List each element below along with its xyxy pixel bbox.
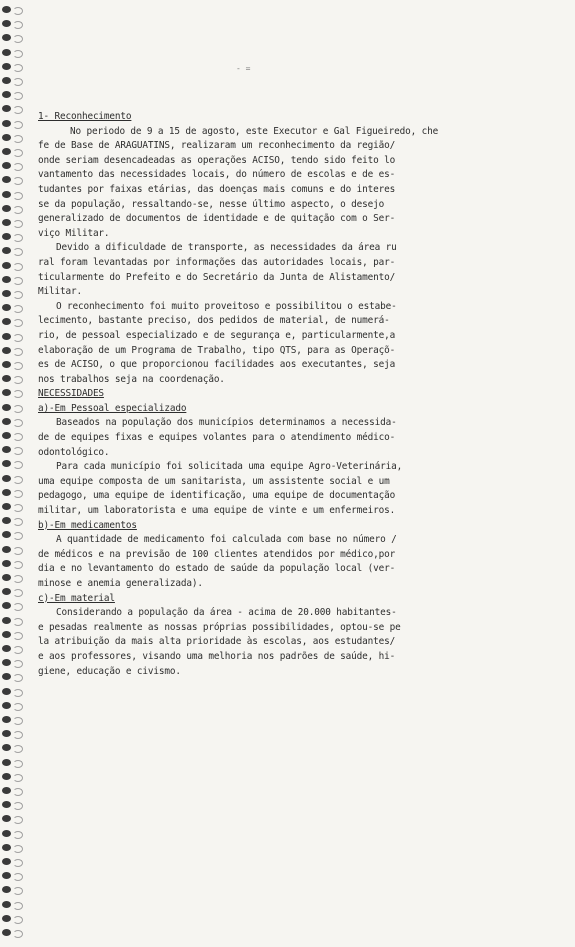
text-line: elaboração de um Programa de Trabalho, tipo QTS, para as Operaçõ- [38, 344, 396, 356]
binder-ring [13, 106, 23, 114]
binder-ring [13, 291, 23, 299]
binder-ring [13, 731, 23, 739]
text-line: ticularmente do Prefeito e do Secretário da Junta de Alistamento/ [38, 271, 396, 283]
text-line: militar, um laboratorista e uma equipe de vinte e um enfermeiros. [38, 505, 396, 517]
text-line: Baseados na população dos municípios determinamos a necessida- [56, 417, 397, 429]
binder-hole [2, 787, 11, 794]
binder-ring [13, 646, 23, 654]
binder-hole [2, 20, 11, 27]
binder-ring [13, 277, 23, 285]
binder-ring [13, 92, 23, 100]
binder-ring [13, 689, 23, 697]
binder-hole [2, 446, 11, 453]
binder-ring [13, 348, 23, 356]
binder-ring [13, 902, 23, 910]
binder-hole [2, 773, 11, 780]
binder-hole [2, 389, 11, 396]
text-line: ral foram levantadas por informações das autoridades locais, par- [38, 256, 396, 268]
text-line: la atribuição da mais alta prioridade às escolas, aos estudantes/ [38, 636, 396, 648]
binder-hole [2, 120, 11, 127]
binder-hole [2, 333, 11, 340]
binder-hole [2, 49, 11, 56]
binder-hole [2, 318, 11, 325]
binder-ring [13, 50, 23, 58]
binder-ring [13, 618, 23, 626]
binder-hole [2, 546, 11, 553]
binder-hole [2, 219, 11, 226]
text-line: generalizado de documentos de identidade e de quitação com o Ser- [38, 213, 396, 225]
binder-ring [13, 845, 23, 853]
binder-hole [2, 247, 11, 254]
text-line: NECESSIDADES [38, 388, 104, 400]
binder-ring [13, 206, 23, 214]
binder-holes [0, 0, 28, 947]
binder-ring [13, 575, 23, 583]
binder-hole [2, 375, 11, 382]
text-line: odontológico. [38, 446, 110, 458]
binder-ring [13, 760, 23, 768]
binder-hole [2, 830, 11, 837]
binder-hole [2, 176, 11, 183]
binder-ring [13, 504, 23, 512]
binder-ring [13, 21, 23, 29]
binder-hole [2, 844, 11, 851]
text-line: Devido a dificuldade de transporte, as necessidades da área ru [56, 242, 397, 254]
binder-hole [2, 730, 11, 737]
binder-ring [13, 334, 23, 342]
binder-hole [2, 886, 11, 893]
binder-ring [13, 376, 23, 384]
binder-hole [2, 560, 11, 567]
binder-ring [13, 305, 23, 313]
binder-ring [13, 547, 23, 555]
binder-hole [2, 77, 11, 84]
binder-hole [2, 105, 11, 112]
text-line: e pesadas realmente as nossas próprias possibilidades, optou-se pe [38, 621, 401, 633]
binder-hole [2, 475, 11, 482]
binder-hole [2, 574, 11, 581]
text-line: rio, de pessoal especializado e de segurança e, particularmente,a [38, 329, 396, 341]
binder-hole [2, 304, 11, 311]
text-line: viço Militar. [38, 227, 110, 239]
binder-hole [2, 262, 11, 269]
binder-hole [2, 688, 11, 695]
binder-hole [2, 503, 11, 510]
binder-hole [2, 489, 11, 496]
binder-hole [2, 716, 11, 723]
text-line: fe de Base de ARAGUATINS, realizaram um reconhecimento da região/ [38, 140, 396, 152]
binder-ring [13, 916, 23, 924]
text-line: minose e anemia generalizada). [38, 578, 203, 589]
binder-hole [2, 34, 11, 41]
binder-hole [2, 517, 11, 524]
binder-hole [2, 702, 11, 709]
text-line: vantamento das necessidades locais, do número de escolas e de es- [38, 169, 396, 181]
binder-hole [2, 418, 11, 425]
binder-hole [2, 631, 11, 638]
binder-ring [13, 703, 23, 711]
binder-hole [2, 205, 11, 212]
binder-hole [2, 91, 11, 98]
binder-hole [2, 347, 11, 354]
binder-ring [13, 263, 23, 271]
binder-ring [13, 603, 23, 611]
binder-hole [2, 233, 11, 240]
binder-ring [13, 192, 23, 200]
text-line: de de equipes fixas e equipes volantes para o atendimento médico- [38, 432, 396, 444]
binder-hole [2, 617, 11, 624]
binder-ring [13, 177, 23, 185]
binder-ring [13, 561, 23, 569]
text-line: Para cada município foi solicitada uma equipe Agro-Veterinária, [56, 461, 403, 473]
binder-ring [13, 7, 23, 15]
text-line: se da população, ressaltando-se, nesse último aspecto, o desejo [38, 198, 385, 210]
binder-ring [13, 419, 23, 427]
binder-ring [13, 887, 23, 895]
text-line: b)-Em medicamentos [38, 519, 137, 531]
text-line: No periodo de 9 a 15 de agosto, este Executor e Gal Figueiredo, che [70, 125, 439, 137]
text-line: c)-Em material [38, 592, 115, 604]
top-mark: - = [236, 64, 251, 73]
binder-hole [2, 432, 11, 439]
binder-ring [13, 660, 23, 668]
text-line: lecimento, bastante preciso, dos pedidos de material, de numerá- [38, 315, 390, 327]
binder-ring [13, 859, 23, 867]
binder-ring [13, 447, 23, 455]
binder-hole [2, 673, 11, 680]
binder-ring [13, 532, 23, 540]
binder-ring [13, 461, 23, 469]
binder-ring [13, 234, 23, 242]
binder-ring [13, 816, 23, 824]
binder-ring [13, 490, 23, 498]
text-line: onde seriam desencadeadas as operações ACISO, tendo sido feito lo [38, 154, 396, 166]
binder-hole [2, 361, 11, 368]
binder-hole [2, 872, 11, 879]
binder-ring [13, 64, 23, 72]
text-line: nos trabalhos seja na coordenação. [38, 373, 225, 385]
binder-ring [13, 518, 23, 526]
binder-hole [2, 588, 11, 595]
text-line: tudantes por faixas etárias, das doenças mais comuns e do interes [38, 183, 396, 195]
binder-hole [2, 134, 11, 141]
binder-ring [13, 248, 23, 256]
binder-ring [13, 674, 23, 682]
binder-hole [2, 915, 11, 922]
text-line: dia e no levantamento do estado de saúde da população local (ver- [38, 563, 396, 575]
text-line: de médicos e na previsão de 100 clientes atendidos por médico,por [38, 548, 396, 560]
binder-ring [13, 433, 23, 441]
text-line: Militar. [38, 286, 82, 298]
text-line: uma equipe composta de um sanitarista, um assistente social e um [38, 475, 390, 487]
binder-hole [2, 460, 11, 467]
text-line: O reconhecimento foi muito proveitoso e possibilitou o estabe- [56, 300, 397, 312]
binder-ring [13, 774, 23, 782]
binder-ring [13, 362, 23, 370]
binder-hole [2, 404, 11, 411]
text-line: Considerando a população da área - acima de 20.000 habitantes- [56, 607, 397, 619]
binder-hole [2, 801, 11, 808]
text-line: a)-Em Pessoal especializado [38, 402, 187, 414]
binder-ring [13, 873, 23, 881]
binder-hole [2, 531, 11, 538]
binder-ring [13, 149, 23, 157]
binder-ring [13, 319, 23, 327]
binder-hole [2, 191, 11, 198]
text-line: e aos professores, visando uma melhoria nos padrões de saúde, hi- [38, 650, 396, 662]
binder-ring [13, 121, 23, 129]
binder-ring [13, 78, 23, 86]
binder-ring [13, 163, 23, 171]
text-line: es de ACISO, o que proporcionou facilidades aos executantes, seja [38, 359, 396, 371]
binder-hole [2, 645, 11, 652]
binder-hole [2, 901, 11, 908]
binder-ring [13, 476, 23, 484]
binder-ring [13, 802, 23, 810]
binder-hole [2, 759, 11, 766]
binder-hole [2, 744, 11, 751]
binder-hole [2, 602, 11, 609]
binder-hole [2, 858, 11, 865]
binder-hole [2, 659, 11, 666]
binder-hole [2, 290, 11, 297]
text-line: 1- Reconhecimento [38, 111, 132, 122]
binder-hole [2, 276, 11, 283]
binder-ring [13, 405, 23, 413]
binder-ring [13, 717, 23, 725]
binder-ring [13, 390, 23, 398]
text-line: A quantidade de medicamento foi calculada com base no número / [56, 534, 397, 546]
binder-ring [13, 220, 23, 228]
binder-ring [13, 930, 23, 938]
binder-hole [2, 63, 11, 70]
binder-hole [2, 929, 11, 936]
binder-ring [13, 788, 23, 796]
text-line: pedagogo, uma equipe de identificação, uma equipe de documentação [38, 490, 396, 502]
binder-hole [2, 6, 11, 13]
text-line: giene, educação e civismo. [38, 665, 181, 677]
binder-ring [13, 745, 23, 753]
binder-ring [13, 632, 23, 640]
binder-hole [2, 162, 11, 169]
binder-ring [13, 135, 23, 143]
binder-hole [2, 148, 11, 155]
document-body [38, 110, 516, 679]
binder-hole [2, 815, 11, 822]
binder-ring [13, 831, 23, 839]
binder-ring [13, 589, 23, 597]
binder-ring [13, 35, 23, 43]
